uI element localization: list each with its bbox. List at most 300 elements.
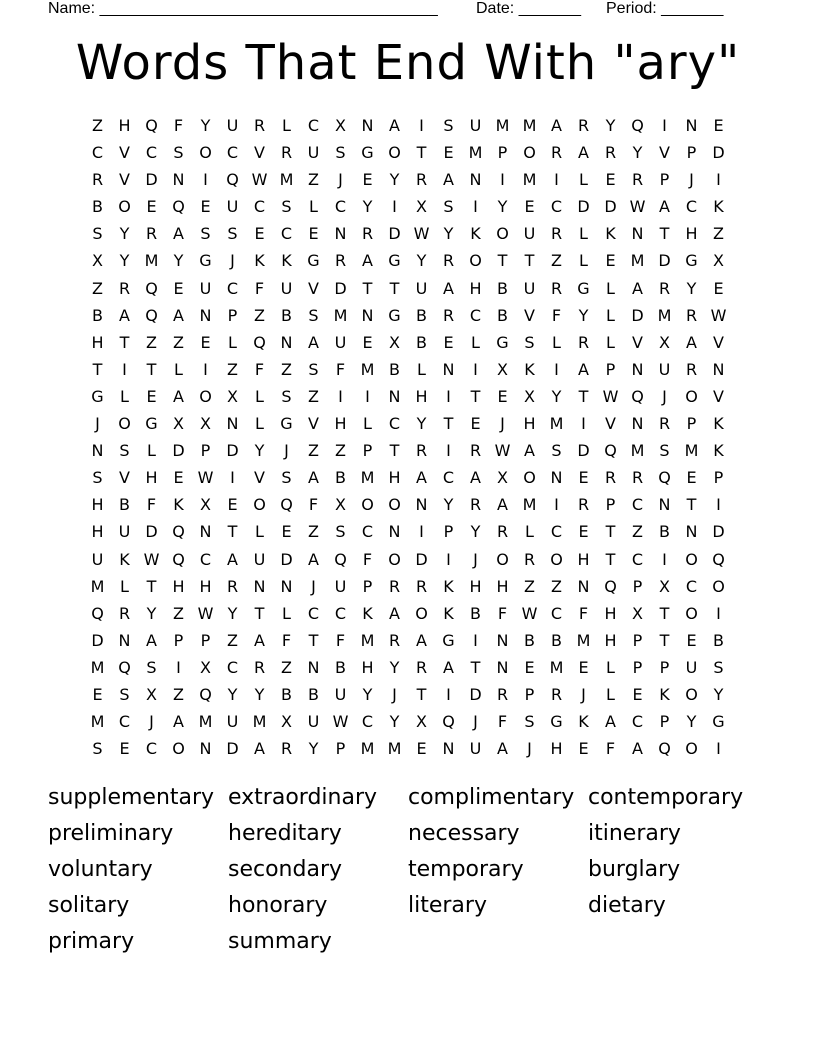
grid-letter: T [605, 549, 616, 569]
grid-letter: L [282, 603, 291, 623]
grid-letter: K [470, 224, 481, 244]
grid-letter: I [554, 495, 559, 515]
grid-letter: N [199, 739, 212, 759]
grid-letter: J [689, 170, 694, 190]
grid-letter: P [686, 143, 697, 163]
grid-letter: N [361, 305, 374, 325]
grid-letter: V [524, 305, 535, 325]
grid-letter: T [659, 224, 670, 244]
grid-letter: O [496, 224, 509, 244]
grid-letter: O [550, 549, 563, 569]
grid-letter: X [389, 332, 400, 352]
grid-letter: O [685, 739, 698, 759]
grid-letter: H [604, 630, 617, 650]
grid-letter: P [335, 739, 346, 759]
grid-letter: S [659, 441, 670, 461]
grid-letter: E [632, 684, 643, 704]
grid-letter: M [252, 712, 267, 732]
grid-letter: J [95, 414, 100, 434]
grid-letter: C [442, 468, 455, 488]
grid-letter: G [199, 251, 212, 271]
grid-letter: B [281, 684, 292, 704]
word-bank-item: dietary [588, 893, 666, 918]
grid-letter: R [658, 414, 671, 434]
grid-letter: F [362, 549, 373, 569]
grid-letter: G [496, 332, 509, 352]
grid-letter: E [524, 197, 535, 217]
grid-letter: W [197, 603, 214, 623]
grid-letter: A [173, 305, 184, 325]
grid-letter: X [416, 197, 427, 217]
grid-letter: C [361, 712, 374, 732]
grid-letter: O [253, 495, 266, 515]
grid-letter: R [469, 495, 482, 515]
grid-letter: C [550, 603, 563, 623]
grid-letter: M [360, 359, 375, 379]
grid-letter: X [497, 468, 508, 488]
grid-letter: Q [199, 684, 212, 704]
grid-letter: R [415, 441, 428, 461]
grid-letter: L [417, 359, 426, 379]
grid-letter: E [578, 522, 589, 542]
grid-letter: B [92, 197, 103, 217]
grid-letter: N [199, 305, 212, 325]
grid-letter: Q [145, 116, 158, 135]
grid-letter: Y [551, 386, 562, 406]
word-bank-item: primary [48, 929, 135, 954]
grid-letter: E [470, 414, 481, 434]
grid-letter: T [362, 278, 373, 298]
grid-letter: W [143, 549, 160, 569]
grid-letter: E [173, 468, 184, 488]
grid-letter: I [230, 468, 235, 488]
grid-letter: I [419, 116, 424, 135]
grid-letter: G [712, 712, 725, 732]
grid-letter: F [578, 603, 589, 623]
grid-letter: Z [551, 576, 562, 596]
word-bank-item: literary [408, 893, 487, 918]
grid-letter: S [308, 305, 319, 325]
grid-letter: Y [254, 441, 265, 461]
grid-letter: H [334, 414, 347, 434]
grid-letter: E [200, 332, 211, 352]
grid-letter: H [145, 468, 158, 488]
grid-letter: Z [713, 224, 724, 244]
grid-letter: E [443, 332, 454, 352]
grid-letter: C [91, 143, 104, 163]
grid-letter: C [388, 414, 401, 434]
grid-letter: S [92, 468, 103, 488]
grid-letter: D [226, 739, 239, 759]
grid-letter: T [308, 630, 319, 650]
grid-letter: M [90, 657, 105, 677]
word-bank-item: complimentary [408, 785, 575, 810]
grid-letter: X [335, 495, 346, 515]
grid-letter: M [576, 630, 591, 650]
grid-letter: U [469, 739, 482, 759]
grid-letter: F [605, 739, 616, 759]
grid-letter: Z [308, 170, 319, 190]
grid-letter: L [471, 332, 480, 352]
grid-letter: O [523, 143, 536, 163]
grid-letter: E [416, 739, 427, 759]
grid-letter: K [119, 549, 130, 569]
word-bank-item: temporary [408, 857, 524, 882]
grid-letter: M [549, 657, 564, 677]
grid-letter: Y [686, 278, 697, 298]
grid-letter: Z [524, 576, 535, 596]
grid-letter: I [662, 549, 667, 569]
grid-letter: H [469, 278, 482, 298]
grid-letter: R [334, 251, 347, 271]
grid-letter: V [605, 414, 616, 434]
grid-letter: H [685, 224, 698, 244]
word-bank-item: itinerary [588, 821, 681, 846]
grid-letter: L [606, 332, 615, 352]
grid-letter: H [91, 332, 104, 352]
grid-letter: O [496, 549, 509, 569]
grid-letter: R [577, 332, 590, 352]
grid-letter: C [145, 739, 158, 759]
grid-letter: R [658, 278, 671, 298]
grid-letter: E [686, 468, 697, 488]
grid-letter: R [280, 739, 293, 759]
grid-letter: O [415, 603, 428, 623]
grid-letter: L [606, 684, 615, 704]
grid-letter: I [473, 630, 478, 650]
grid-letter: A [497, 495, 508, 515]
grid-letter: M [387, 739, 402, 759]
grid-letter: E [578, 739, 589, 759]
grid-letter: O [685, 684, 698, 704]
grid-letter: S [200, 224, 211, 244]
grid-letter: Y [632, 143, 643, 163]
grid-letter: X [281, 712, 292, 732]
grid-letter: A [119, 305, 130, 325]
grid-letter: Z [173, 603, 184, 623]
word-bank-item: summary [228, 929, 332, 954]
grid-letter: G [685, 251, 698, 271]
grid-letter: J [392, 684, 397, 704]
grid-letter: I [419, 522, 424, 542]
word-bank-item: burglary [588, 857, 681, 882]
grid-letter: A [578, 359, 589, 379]
grid-letter: N [334, 224, 347, 244]
grid-letter: Y [146, 603, 157, 623]
word-bank-item: extraordinary [228, 785, 378, 810]
grid-letter: C [226, 657, 239, 677]
grid-letter: I [392, 197, 397, 217]
grid-letter: M [360, 739, 375, 759]
grid-letter: O [361, 495, 374, 515]
grid-letter: V [254, 143, 265, 163]
grid-letter: X [416, 712, 427, 732]
grid-letter: J [473, 549, 478, 569]
grid-letter: I [473, 197, 478, 217]
grid-letter: J [527, 739, 532, 759]
grid-letter: M [360, 630, 375, 650]
grid-letter: M [522, 495, 537, 515]
grid-letter: C [550, 522, 563, 542]
grid-letter: W [413, 224, 430, 244]
grid-letter: M [630, 251, 645, 271]
grid-letter: Y [416, 251, 427, 271]
grid-letter: D [604, 197, 617, 217]
grid-letter: S [119, 441, 130, 461]
grid-letter: S [92, 224, 103, 244]
grid-letter: A [146, 630, 157, 650]
grid-letter: Y [443, 224, 454, 244]
grid-letter: O [712, 576, 725, 596]
grid-letter: M [333, 305, 348, 325]
grid-letter: N [631, 359, 644, 379]
grid-letter: I [716, 739, 721, 759]
grid-letter: D [280, 549, 293, 569]
grid-letter: L [363, 414, 372, 434]
grid-letter: E [524, 657, 535, 677]
grid-letter: D [469, 684, 482, 704]
grid-letter: P [659, 712, 670, 732]
grid-letter: Z [173, 332, 184, 352]
grid-letter: N [388, 386, 401, 406]
grid-letter: M [630, 441, 645, 461]
grid-letter: B [389, 359, 400, 379]
grid-letter: F [281, 630, 292, 650]
grid-letter: W [602, 386, 619, 406]
grid-letter: S [713, 657, 724, 677]
grid-letter: A [308, 332, 319, 352]
grid-letter: R [226, 576, 239, 596]
word-bank-item: supplementary [48, 785, 215, 810]
grid-letter: L [525, 522, 534, 542]
grid-letter: E [605, 170, 616, 190]
grid-letter: L [255, 414, 264, 434]
grid-letter: E [578, 657, 589, 677]
grid-letter: U [199, 278, 212, 298]
grid-letter: P [362, 441, 373, 461]
grid-letter: D [577, 197, 590, 217]
grid-letter: M [144, 251, 159, 271]
grid-letter: G [280, 414, 293, 434]
grid-letter: P [659, 657, 670, 677]
grid-letter: A [632, 739, 643, 759]
grid-letter: S [335, 522, 346, 542]
grid-letter: Q [334, 549, 347, 569]
grid-letter: L [606, 305, 615, 325]
grid-letter: N [118, 630, 131, 650]
grid-letter: I [446, 549, 451, 569]
grid-letter: L [606, 278, 615, 298]
grid-letter: Z [281, 657, 292, 677]
grid-letter: T [389, 278, 400, 298]
grid-letter: R [496, 522, 509, 542]
grid-letter: I [500, 170, 505, 190]
grid-letter: Y [308, 739, 319, 759]
word-bank-item: hereditary [228, 821, 342, 846]
grid-letter: K [578, 712, 589, 732]
grid-letter: D [658, 251, 671, 271]
grid-letter: F [551, 305, 562, 325]
grid-letter: Y [119, 251, 130, 271]
word-search-grid [84, 112, 732, 762]
grid-letter: X [92, 251, 103, 271]
grid-letter: Z [92, 116, 103, 135]
grid-letter: K [713, 441, 724, 461]
grid-letter: J [500, 414, 505, 434]
grid-letter: Y [389, 170, 400, 190]
grid-letter: M [279, 170, 294, 190]
grid-letter: P [632, 576, 643, 596]
grid-letter: O [388, 495, 401, 515]
grid-letter: R [118, 603, 131, 623]
grid-letter: T [389, 441, 400, 461]
grid-letter: M [684, 441, 699, 461]
grid-letter: B [119, 495, 130, 515]
grid-letter: S [227, 224, 238, 244]
grid-letter: S [92, 739, 103, 759]
date-field: Date: _______ [476, 0, 581, 17]
grid-letter: C [631, 495, 644, 515]
grid-letter: J [284, 441, 289, 461]
grid-letter: E [605, 251, 616, 271]
grid-letter: K [443, 576, 454, 596]
grid-letter: E [92, 684, 103, 704]
grid-letter: X [227, 386, 238, 406]
grid-letter: V [119, 170, 130, 190]
grid-letter: D [712, 143, 725, 163]
grid-letter: N [280, 332, 293, 352]
grid-letter: Q [658, 739, 671, 759]
grid-letter: X [659, 576, 670, 596]
grid-letter: C [226, 278, 239, 298]
grid-letter: M [90, 712, 105, 732]
grid-letter: E [146, 197, 157, 217]
grid-letter: V [659, 143, 670, 163]
grid-letter: B [92, 305, 103, 325]
grid-letter: F [173, 116, 184, 135]
grid-letter: Z [173, 684, 184, 704]
grid-letter: O [118, 414, 131, 434]
grid-letter: A [254, 630, 265, 650]
grid-letter: T [416, 684, 427, 704]
grid-letter: B [308, 684, 319, 704]
grid-letter: L [120, 576, 129, 596]
grid-letter: R [442, 251, 455, 271]
grid-letter: U [334, 576, 347, 596]
grid-letter: J [581, 684, 586, 704]
grid-letter: X [524, 386, 535, 406]
grid-letter: F [146, 495, 157, 515]
grid-letter: H [604, 603, 617, 623]
grid-letter: R [442, 305, 455, 325]
grid-letter: U [523, 224, 536, 244]
grid-letter: U [226, 116, 239, 135]
grid-letter: K [281, 251, 292, 271]
grid-letter: L [147, 441, 156, 461]
grid-letter: A [308, 549, 319, 569]
grid-letter: R [280, 143, 293, 163]
grid-letter: V [713, 332, 724, 352]
grid-letter: A [173, 224, 184, 244]
grid-letter: E [200, 197, 211, 217]
grid-letter: R [91, 170, 104, 190]
grid-letter: Q [172, 197, 185, 217]
grid-letter: O [118, 197, 131, 217]
grid-letter: A [632, 278, 643, 298]
grid-letter: B [335, 468, 346, 488]
grid-letter: S [551, 441, 562, 461]
grid-letter: T [470, 386, 481, 406]
grid-letter: G [550, 712, 563, 732]
grid-letter: R [253, 657, 266, 677]
grid-letter: H [415, 386, 428, 406]
grid-letter: D [334, 278, 347, 298]
grid-letter: N [658, 495, 671, 515]
grid-letter: X [335, 116, 346, 135]
word-bank-item: necessary [408, 821, 520, 846]
grid-letter: G [577, 278, 590, 298]
grid-letter: U [658, 359, 671, 379]
grid-letter: K [254, 251, 265, 271]
grid-letter: V [713, 386, 724, 406]
grid-letter: N [199, 522, 212, 542]
grid-letter: E [281, 522, 292, 542]
grid-letter: T [578, 386, 589, 406]
grid-letter: K [713, 197, 724, 217]
grid-letter: R [361, 224, 374, 244]
grid-letter: R [631, 170, 644, 190]
grid-letter: M [657, 305, 672, 325]
grid-letter: Q [442, 712, 455, 732]
grid-letter: S [443, 197, 454, 217]
grid-letter: P [605, 495, 616, 515]
grid-letter: R [415, 657, 428, 677]
grid-letter: W [197, 468, 214, 488]
period-field: Period: _______ [606, 0, 724, 17]
grid-letter: A [497, 739, 508, 759]
grid-letter: R [550, 278, 563, 298]
grid-letter: W [521, 603, 538, 623]
grid-letter: I [338, 386, 343, 406]
grid-letter: E [119, 739, 130, 759]
grid-letter: K [605, 224, 616, 244]
grid-letter: C [334, 603, 347, 623]
grid-letter: G [91, 386, 104, 406]
grid-letter: X [200, 657, 211, 677]
grid-letter: O [523, 468, 536, 488]
grid-letter: M [90, 576, 105, 596]
grid-letter: E [362, 332, 373, 352]
grid-letter: R [388, 630, 401, 650]
grid-letter: R [685, 359, 698, 379]
grid-letter: J [230, 251, 235, 271]
grid-letter: H [91, 522, 104, 542]
grid-letter: R [253, 116, 266, 135]
grid-letter: Z [227, 630, 238, 650]
grid-letter: S [443, 116, 454, 135]
grid-letter: T [146, 359, 157, 379]
grid-letter: N [496, 630, 509, 650]
grid-letter: S [524, 332, 535, 352]
grid-letter: C [685, 197, 698, 217]
grid-letter: N [631, 224, 644, 244]
grid-letter: L [174, 359, 183, 379]
grid-letter: M [468, 143, 483, 163]
grid-letter: N [712, 359, 725, 379]
grid-letter: B [335, 657, 346, 677]
grid-letter: F [254, 278, 265, 298]
grid-letter: F [497, 712, 508, 732]
